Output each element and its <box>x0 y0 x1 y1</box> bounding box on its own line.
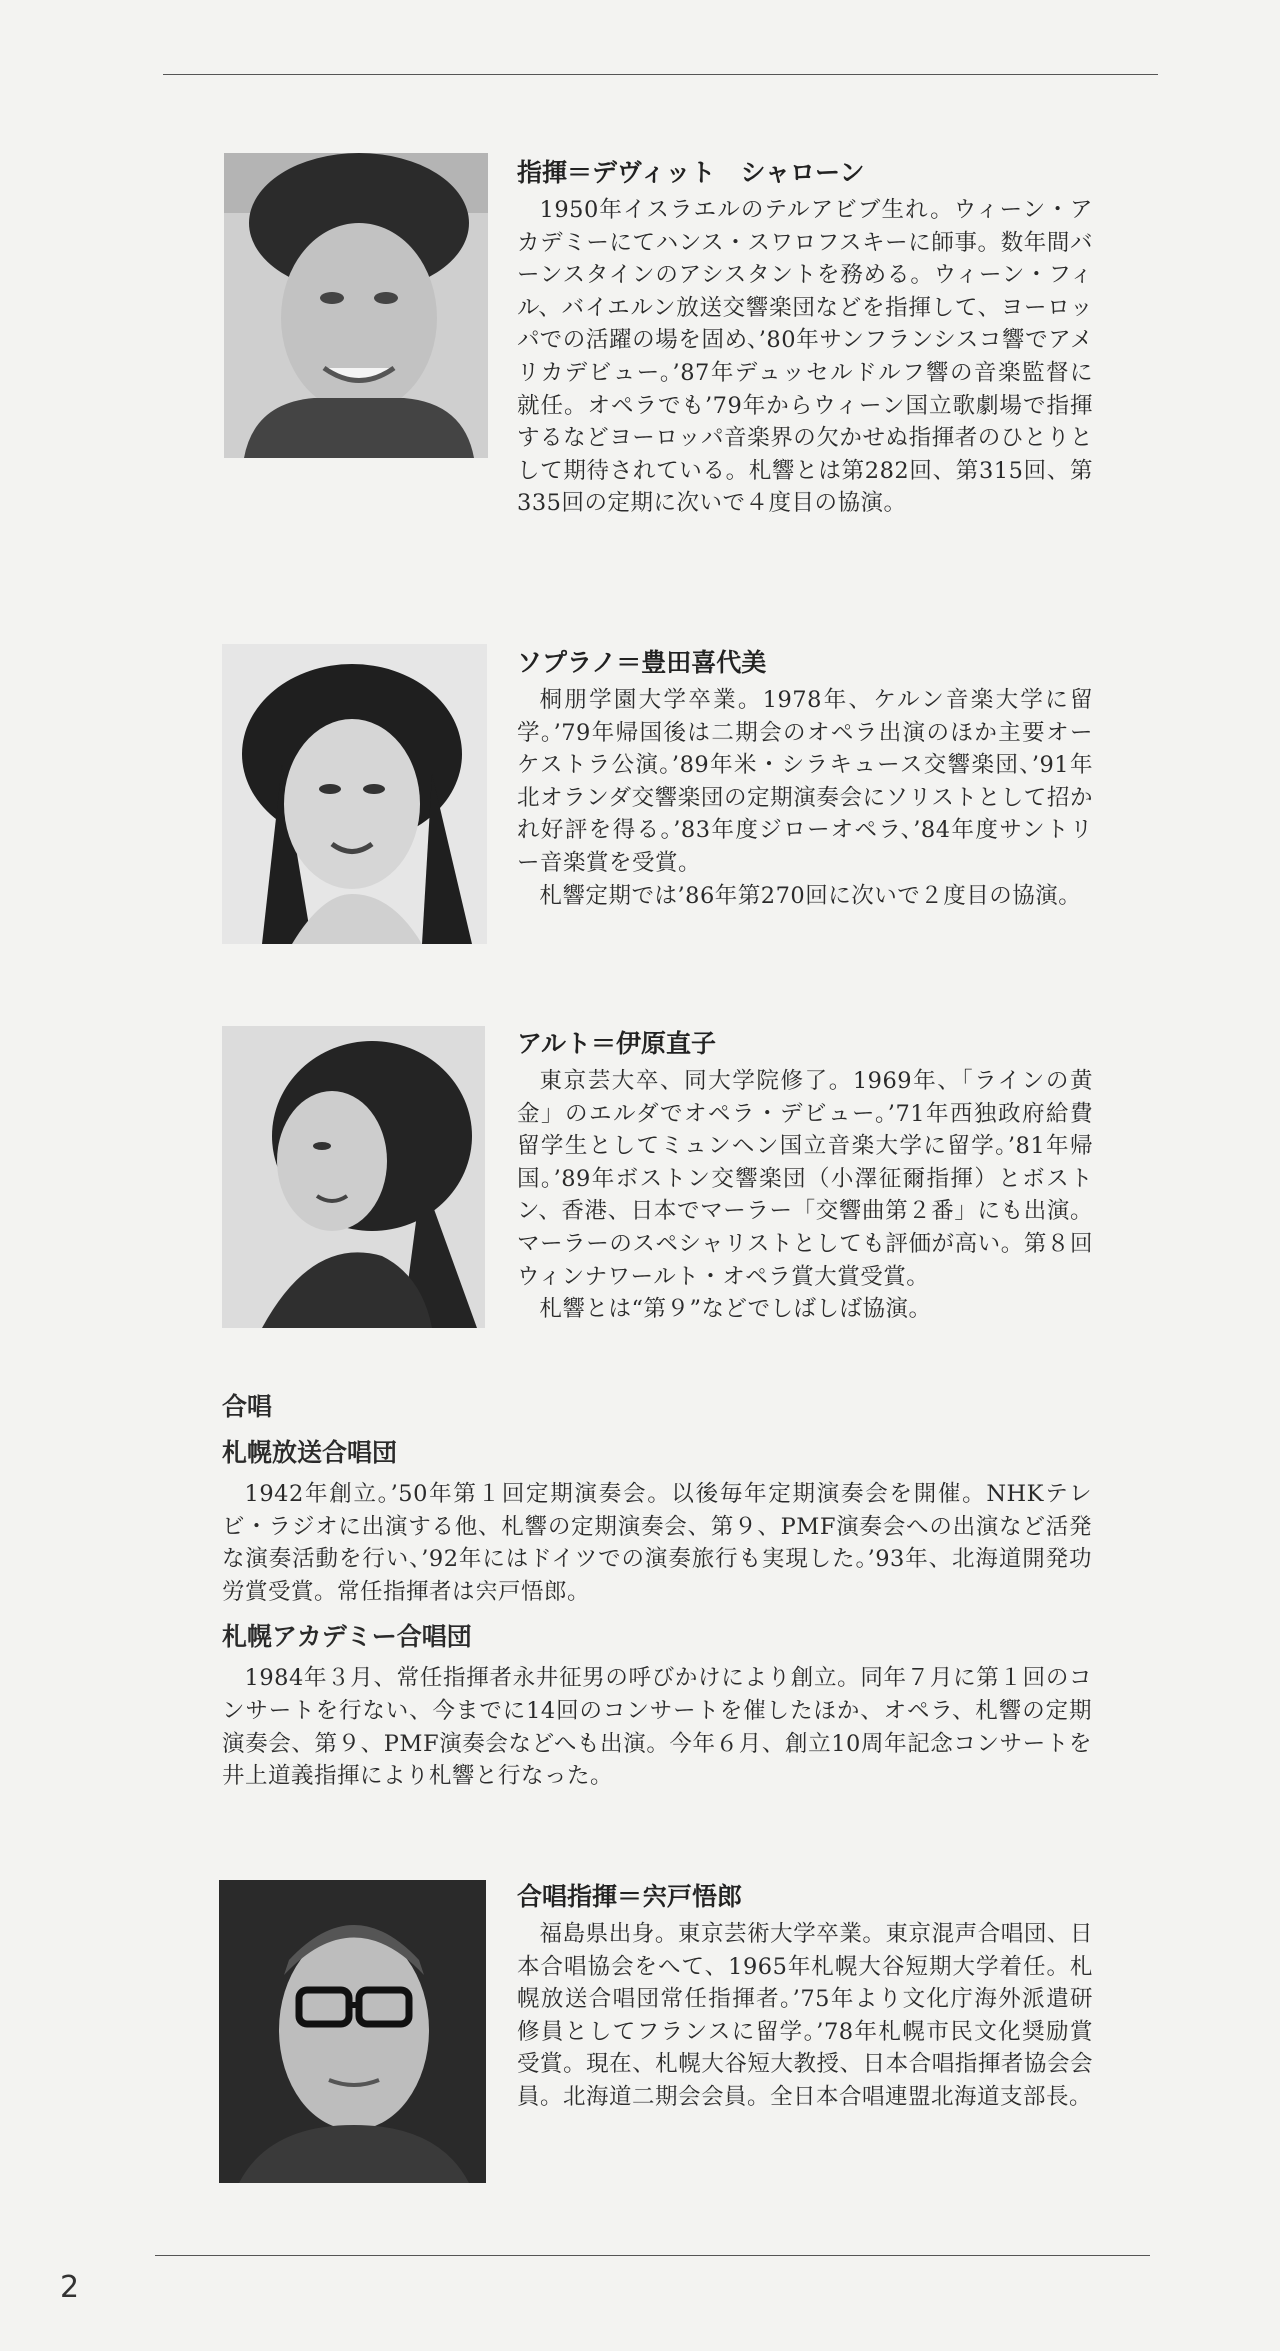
chorus-label: 合唱 <box>222 1392 273 1421</box>
alto-heading: アルト＝伊原直子 <box>517 1029 717 1058</box>
conductor-portrait <box>224 153 488 458</box>
alto-text-2: 札響とは“第９”などでしばしば協演。 <box>539 1296 932 1323</box>
soprano-heading: ソプラノ＝豊田喜代美 <box>517 648 767 677</box>
bottom-rule <box>155 2255 1150 2256</box>
alto-bio <box>517 1027 1093 1326</box>
chorus-master-bio <box>517 1880 1093 2114</box>
chorus-group-1-name: 札幌放送合唱団 <box>222 1438 398 1467</box>
alto-text: 東京芸大卒、同大学院修了。1969年、「ラインの黄金」のエルダでオペラ・デビュー。’71年西独政府給費留学生としてミュンヘン国立音楽大学に留学。’81年帰国。’89年ボストン交響楽団（小澤征爾指揮）とボストン、香港、日本でマーラー「交響曲第２番」にも出演。マーラーのスペシャリストとしても評価が高い。第８回ウィンナワールト・オペラ賞大賞受賞。 <box>517 1068 1093 1290</box>
conductor-text: 1950年イスラエルのテルアビブ生れ。ウィーン・アカデミーにてハンス・スワロフスキーに師事。数年間バーンスタインのアシスタントを務める。ウィーン・フィル、バイエルン放送交響楽団などを指揮して、ヨーロッパでの活躍の場を固め、’80年サンフランシスコ響でアメリカデビュー。’87年デュッセルドルフ響の音楽監督に就任。オペラでも’79年からウィーン国立歌劇場で指揮するなどヨーロッパ音楽界の欠かせぬ指揮者のひとりとして期待されている。札響とは第282回、第315回、第335回の定期に次いで４度目の協演。 <box>517 197 1093 517</box>
soprano-text: 桐朋学園大学卒業。1978年、ケルン音楽大学に留学。’79年帰国後は二期会のオペラ出演のほか主要オーケストラ公演。’89年米・シラキュース交響楽団、’91年北オランダ交響楽団の定期演奏会にソリストとして招かれ好評を得る。’83年度ジローオペラ、’84年度サントリー音楽賞を受賞。 <box>517 687 1093 876</box>
chorus-group-2-name: 札幌アカデミー合唱団 <box>222 1622 472 1652</box>
chorus-master-text: 福島県出身。東京芸術大学卒業。東京混声合唱団、日本合唱協会をへて、1965年札幌大谷短期大学着任。札幌放送合唱団常任指揮者。’75年より文化庁海外派遣研修員としてフランスに留学。’78年札幌市民文化奨励賞受賞。現在、札幌大谷短大教授、日本合唱指揮者協会会員。北海道二期会会員。全日本合唱連盟北海道支部長。 <box>517 1921 1093 2110</box>
chorus-master-heading: 合唱指揮＝宍戸悟郎 <box>517 1882 743 1911</box>
chorus-section <box>222 1390 1092 1793</box>
alto-portrait <box>222 1026 485 1328</box>
soprano-portrait <box>222 644 487 944</box>
conductor-heading: 指揮＝デヴィット シャローン <box>517 158 865 187</box>
chorus-master-portrait <box>219 1880 486 2183</box>
page-number: 2 <box>60 2270 80 2305</box>
conductor-bio <box>517 156 1093 520</box>
chorus-group-1-text: 1942年創立。’50年第１回定期演奏会。以後毎年定期演奏会を開催。NHKテレビ・ラジオに出演する他、札響の定期演奏会、第９、PMF演奏会への出演など活発な演奏活動を行い、’92年にはドイツでの演奏旅行も実現した。’93年、北海道開発功労賞受賞。常任指揮者は宍戸悟郎。 <box>222 1481 1092 1605</box>
soprano-text-2: 札響定期では’86年第270回に次いで２度目の協演。 <box>539 882 1082 909</box>
chorus-group-2-text: 1984年３月、常任指揮者永井征男の呼びかけにより創立。同年７月に第１回のコンサートを行ない、今までに14回のコンサートを催したほか、オペラ、札響の定期演奏会、第９、PMF演奏会などへも出演。今年６月、創立10周年記念コンサートを井上道義指揮により札響と行なった。 <box>222 1665 1092 1790</box>
soprano-bio <box>517 646 1093 912</box>
top-rule <box>163 74 1158 75</box>
